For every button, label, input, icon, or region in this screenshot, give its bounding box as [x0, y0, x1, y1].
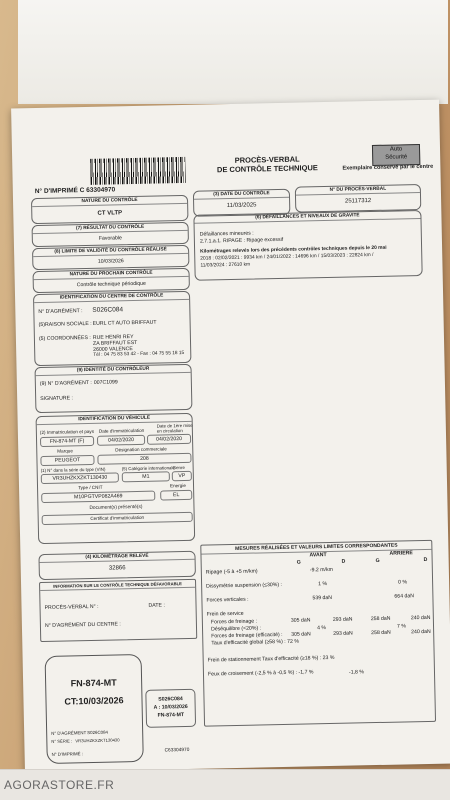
- nature-controle-box: [31, 195, 189, 224]
- centre-box: [33, 291, 191, 366]
- date-immat-field: 04/02/2020: [97, 435, 145, 446]
- defaillances-label: (6) DÉFAILLANCES ET NIVEAUX DE GRAVITÉ: [194, 211, 420, 224]
- addr-line2: ZA BRIFFAUT EST: [92, 339, 138, 347]
- controleur-title: (9) IDENTITÉ DU CONTRÔLEUR: [36, 365, 191, 376]
- defavorable-date-label: DATE :: [148, 602, 165, 609]
- limite-value: 10/03/2026: [97, 258, 124, 265]
- forces-arriere: 664 daN: [394, 593, 415, 600]
- stamp-line1: Auto: [389, 146, 403, 153]
- kilometrage-box: [38, 551, 196, 580]
- signature-label: SIGNATURE :: [40, 395, 74, 403]
- pv-number-value: 25117312: [344, 198, 372, 205]
- nature-value: CT VLTP: [97, 210, 123, 217]
- km-title: (4) KILOMÉTRAGE RELEVÉ: [39, 552, 194, 563]
- mini-stamp-line1: S026C084: [158, 696, 183, 703]
- km-history-line2: 2018 : 02/02/2021 : 9934 km / 24/01/2022 : 14696 km / 15/03/2023 : 22824 km /: [200, 252, 374, 262]
- mini-validation-stamp: [145, 689, 196, 728]
- documents-label: Document(s) présenté(s): [89, 504, 143, 512]
- defaillances-box: [193, 210, 422, 281]
- vignette-ct: CT:10/03/2026: [64, 695, 124, 707]
- ff-arriere-d: 240 daN: [410, 614, 431, 622]
- defavorable-pv-label: PROCÈS-VERBAL N° :: [44, 603, 99, 611]
- limite-validite-box: [32, 245, 189, 270]
- disym-avant: 1 %: [318, 581, 328, 588]
- arriere-d: D: [423, 556, 428, 564]
- ripage-label: Ripage (-5 à +5 m/km): [205, 568, 258, 576]
- ff-arriere-g: 258 daN: [370, 615, 391, 623]
- defavorable-title: INFORMATION SUR LE CONTRÔLE TECHNIQUE DÉFAVORABLE: [40, 580, 195, 591]
- date-1ere-label1: Date de 1ère mise: [156, 422, 193, 429]
- ff-avant-d: 293 daN: [332, 616, 353, 623]
- marque-field: PEUGEOT: [40, 455, 94, 466]
- vin-label: (1) N° dans la série du type (VIN): [40, 466, 106, 474]
- centre-title: IDENTIFICATION DU CENTRE DE CONTRÔLE: [34, 292, 189, 303]
- genre-field: VP: [172, 471, 192, 481]
- categorie-field: M1: [122, 471, 170, 482]
- nature-label: NATURE DU CONTRÔLE: [32, 196, 187, 207]
- deseq-avant: 4 %: [316, 625, 327, 632]
- centre-agrement-label: N° D'AGRÉMENT :: [38, 308, 83, 316]
- barcode-image: [90, 157, 186, 185]
- avant-d: D: [341, 558, 346, 565]
- km-history-line3: 11/03/2024 : 27610 km: [200, 262, 251, 269]
- prochain-label: NATURE DU PROCHAIN CONTRÔLE: [34, 269, 189, 280]
- controleur-agrement: 007C1099: [93, 379, 118, 386]
- feux-croisement: Feux de croisement (-2,5 % à -0,5 %) : -1,7 %: [207, 669, 314, 678]
- limite-label: (8) LIMITE DE VALIDITÉ DU CONTRÔLE RÉALISÉ: [33, 246, 188, 257]
- exemplaire-note: Exemplaire conservé par le centre: [342, 163, 434, 172]
- footer-bar: [0, 769, 450, 800]
- date-value: 11/03/2025: [226, 202, 257, 210]
- controleur-agrement-label: (9) N° D'AGRÉMENT :: [39, 379, 92, 388]
- deseq-arriere: 7 %: [396, 623, 407, 630]
- auto-securite-stamp: [372, 144, 420, 166]
- ffe-label: Forces de freinage (efficacité) :: [211, 631, 283, 640]
- taux-global: Taux d'efficacité global (≥58 %) : 72 %: [211, 638, 300, 647]
- prochain-value: Contrôle technique périodique: [76, 280, 146, 289]
- coupon-imprime-label: N° D'IMPRIMÉ :: [51, 751, 84, 757]
- addr-line1: RUE HENRI REY: [92, 334, 134, 341]
- doc-title-line2: DE CONTRÔLE TECHNIQUE: [216, 163, 318, 175]
- energie-label: Energie: [169, 482, 186, 489]
- coupon-imprime: C63304970: [164, 747, 190, 754]
- ffe-avant-g: 305 daN: [291, 631, 311, 638]
- pv-number-box: [295, 184, 422, 213]
- designation-field: 208: [97, 453, 191, 465]
- document-sheet: [11, 100, 450, 773]
- immat-field: FN-874-MT (F): [40, 436, 94, 447]
- arriere-g: G: [375, 557, 380, 565]
- avant-header: AVANT: [309, 552, 327, 559]
- disym-label: Dissymétrie suspension (≤30%) :: [206, 581, 282, 590]
- mini-stamp-line3: FN-874-MT: [157, 712, 185, 719]
- date-immat-label: Date d'immatriculation: [98, 427, 145, 434]
- coord-label: (5) COORDONNÉES :: [38, 334, 91, 343]
- deseq-label: Déséquilibre (<20%) :: [210, 625, 262, 633]
- categorie-label: (5) Catégorie internationale: [121, 465, 175, 472]
- raison-value: EURL CT AUTO BRIFFAUT: [92, 319, 157, 327]
- ffe-arriere-g: 258 daN: [371, 629, 391, 637]
- ffe-arriere-d: 240 daN: [411, 628, 431, 636]
- designation-label: Désignation commerciale: [115, 446, 167, 453]
- mini-stamp-line2: A : 10/03/2026: [153, 703, 188, 711]
- brand-watermark: AGORASTORE.FR: [4, 778, 115, 792]
- date-label: (3) DATE DU CONTRÔLE: [194, 190, 289, 200]
- date-1ere-field: 04/02/2020: [147, 434, 191, 445]
- defaut-line2: 2.7.1.a.1. RIPAGE : Ripage excessif: [199, 236, 284, 245]
- vehicule-box: [36, 413, 196, 544]
- type-label: Type / CNIT: [77, 484, 103, 491]
- controleur-box: [35, 364, 193, 413]
- ripage-avant: -9.2 m/km: [309, 566, 333, 574]
- type-field: M10PGTVP082A469: [41, 491, 155, 503]
- ff-label: Forces de freinage :: [210, 618, 258, 626]
- date-1ere-label2: en circulation: [156, 428, 183, 434]
- pv-number-label: N° DU PROCÈS-VERBAL: [296, 185, 420, 196]
- coupon-serie-label: N° SÉRIE :: [51, 738, 73, 744]
- energie-field: EL: [160, 490, 192, 501]
- immat-label: (2) Immatriculation et pays: [39, 428, 95, 436]
- resultat-value: Favorable: [98, 235, 122, 242]
- prochain-controle-box: [33, 268, 190, 293]
- forces-avant: 539 daN: [312, 594, 333, 602]
- paper-shadow-area: [18, 0, 448, 104]
- resultat-box: [32, 222, 189, 247]
- mesures-box: [200, 540, 436, 727]
- stamp-line2: Sécurité: [385, 154, 408, 161]
- vignette-coupon: [45, 654, 144, 764]
- avant-g: G: [296, 559, 301, 566]
- coupon-serie: VR3UHZKXZKT130430: [75, 737, 120, 744]
- defaut-line1: Défaillances mineures :: [199, 230, 254, 238]
- km-value: 32866: [108, 565, 126, 572]
- genre-label: Genre: [172, 464, 185, 471]
- ffe-avant-d: 293 daN: [333, 630, 353, 637]
- vehicule-title: IDENTIFICATION DU VÉHICULE: [37, 414, 192, 425]
- coupon-agrement: S026C084: [87, 729, 108, 736]
- vignette-immat: FN-874-MT: [70, 677, 117, 689]
- resultat-label: (7) RÉSULTAT DU CONTRÔLE: [33, 223, 188, 234]
- doc-title-line1: PROCÈS-VERBAL: [234, 154, 300, 165]
- marque-label: Marque: [57, 448, 73, 454]
- defavorable-agrement-label: N° D'AGRÉMENT DU CENTRE :: [44, 621, 121, 629]
- ff-avant-g: 305 daN: [290, 617, 311, 624]
- addr-line3: 26000 VALENCE: [93, 346, 133, 353]
- centre-tel: Tél : 04 75 83 53 42 - Fax : 04 75 55 18 15: [93, 350, 185, 358]
- vin-field: VR3UHZKXZKT130430: [41, 472, 119, 484]
- km-history-line1: Kilométrages relevés lors des précédents contrôles techniques depuis le 20 mai: [200, 245, 387, 255]
- defavorable-box: [39, 579, 197, 642]
- frein-service-label: Frein de service: [206, 610, 244, 618]
- coupon-agrement-label: N° D'AGRÉMENT :: [51, 730, 89, 736]
- raison-label: (5)RAISON SOCIALE :: [38, 320, 92, 329]
- centre-agrement: S026C084: [92, 306, 124, 314]
- certificat-field: Certificat d'immatriculation: [42, 512, 193, 525]
- imprime-number: N° D'IMPRIMÉ C 63304970: [34, 186, 116, 196]
- arriere-header: ARRIERE: [389, 550, 413, 557]
- feux-croisement-right: -1,8 %: [348, 669, 365, 676]
- forces-label: Forces verticales :: [206, 596, 249, 604]
- frein-stationnement: Frein de stationnement Taux d'efficacité (≥18 %) : 23 %: [207, 654, 335, 664]
- disym-arriere: 0 %: [398, 579, 408, 586]
- mesures-title: MESURES RÉALISÉES ET VALEURS LIMITES CORRESPONDANTES: [201, 541, 431, 555]
